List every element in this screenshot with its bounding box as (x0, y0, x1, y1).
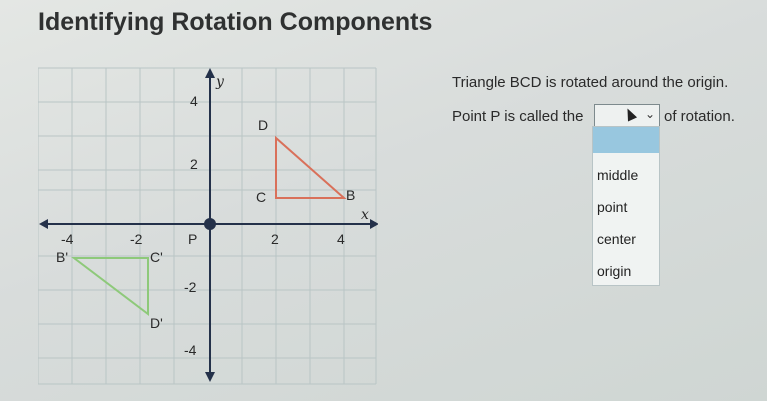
label-c: C (256, 189, 267, 205)
y-axis-up-arrow (205, 68, 215, 78)
coordinate-graph (38, 66, 378, 386)
label-d-prime: D' (150, 315, 163, 331)
page-title: Identifying Rotation Components (38, 8, 433, 36)
y-tick-4: 4 (190, 93, 198, 109)
y-axis-label: y (216, 74, 224, 90)
label-c-prime: C' (150, 249, 163, 265)
triangle-b-c-d-prime (74, 258, 148, 314)
x-axis-left-arrow (39, 219, 48, 229)
label-b: B (346, 187, 356, 203)
x-tick-4: 4 (337, 231, 345, 247)
chevron-down-icon: ⌄ (644, 107, 655, 121)
mouse-pointer-icon (623, 106, 637, 121)
dropdown-highlight (593, 127, 659, 153)
y-tick-neg2: -2 (184, 279, 197, 295)
dropdown-menu (592, 126, 660, 286)
label-d: D (258, 117, 269, 133)
question-line-2-pre: Point P is called the (452, 108, 584, 125)
option-origin[interactable]: origin (597, 263, 632, 279)
y-tick-neg4: -4 (184, 342, 197, 358)
x-tick-2: 2 (271, 231, 279, 247)
option-point[interactable]: point (597, 199, 628, 215)
question-line-1: Triangle BCD is rotated around the origin. (452, 74, 729, 91)
x-axis-right-arrow (370, 219, 378, 229)
y-tick-2: 2 (190, 156, 198, 172)
label-b-prime: B' (56, 249, 69, 265)
answer-dropdown[interactable] (594, 104, 660, 128)
option-middle[interactable]: middle (597, 167, 639, 183)
point-p (204, 218, 216, 230)
option-center[interactable]: center (597, 231, 636, 247)
x-tick-neg4: -4 (61, 231, 74, 247)
y-axis-down-arrow (205, 372, 215, 382)
label-p: P (188, 231, 198, 247)
x-tick-neg2: -2 (130, 231, 143, 247)
x-axis-label: x (361, 207, 369, 223)
question-line-2-post: of rotation. (664, 108, 735, 125)
